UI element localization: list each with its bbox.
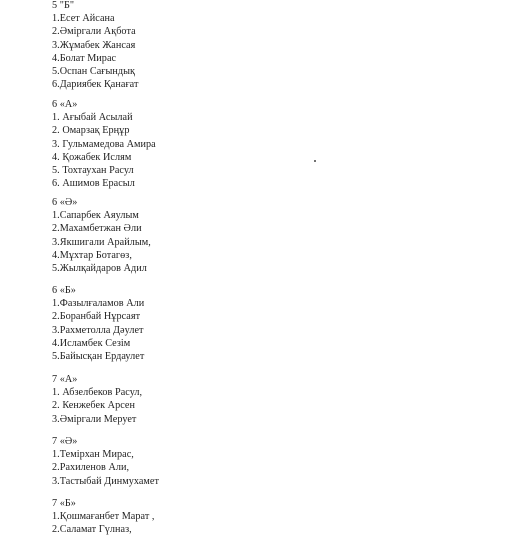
student-list-item: 1.Қошмағанбет Марат , xyxy=(52,511,155,523)
student-list-item: 2. Омарзақ Ерңұр xyxy=(52,125,130,137)
student-list-item: 3.Рахметолла Дәулет xyxy=(52,324,144,336)
student-list-item: 1.Фазылғаламов Али xyxy=(52,298,145,310)
student-list-item: 2. Кенжебек Арсен xyxy=(52,400,135,412)
student-list-item: 4.Мұхтар Ботагөз, xyxy=(52,249,132,261)
student-list-item: 2.Саламат Гүлназ, xyxy=(52,524,132,536)
student-list-item: 5.Байысқан Ердаулет xyxy=(52,351,145,362)
class-heading: 6 «А» xyxy=(52,99,78,110)
student-list-item: 5. Тохтаухан Расул xyxy=(52,165,134,176)
student-list-item: 2.Рахиленов Али, xyxy=(52,462,130,474)
student-list-item: 4. Қожабек Ислям xyxy=(52,151,132,163)
student-list-item: 3.Якшигали Арайлым, xyxy=(52,236,151,248)
scan-speck xyxy=(314,160,316,162)
student-list-item: 2.Махамбетжан Әли xyxy=(52,223,142,235)
student-list-item: 3.Тастыбай Динмухамет xyxy=(52,475,159,487)
class-heading: 7 «Ә» xyxy=(52,436,78,447)
student-list-item: 3. Гульмамедова Амира xyxy=(52,138,156,150)
class-heading: 7 «Б» xyxy=(52,498,76,509)
student-list-item: 2.Боранбай Нұрсаят xyxy=(52,311,141,323)
class-heading: 7 «А» xyxy=(52,374,78,385)
class-heading: 5 "Б" xyxy=(52,0,75,11)
student-list-item: 6.Дариябек Қанағат xyxy=(52,79,139,91)
student-list-item: 4.Исламбек Сезім xyxy=(52,337,131,349)
student-list-item: 1.Темірхан Мирас, xyxy=(52,449,134,461)
student-list-item: 3.Жұмабек Жансая xyxy=(52,39,136,51)
class-heading: 6 «Ә» xyxy=(52,197,78,208)
student-list-item: 1.Есет Айсана xyxy=(52,13,115,25)
student-list-item: 5.Оспан Сағындық xyxy=(52,66,136,77)
student-list-item: 4.Болат Мирас xyxy=(52,52,117,64)
class-heading: 6 «Б» xyxy=(52,285,76,296)
student-list-item: 1. Ағыбай Асылай xyxy=(52,112,133,124)
student-list-item: 1.Сапарбек Аяулым xyxy=(52,210,139,222)
student-list-item: 3.Әміргали Мерует xyxy=(52,413,137,425)
student-list-item: 5.Жылқайдаров Адил xyxy=(52,263,147,274)
student-list-item: 2.Әміргали Ақбота xyxy=(52,26,136,38)
student-list-item: 6. Ашимов Ерасыл xyxy=(52,178,135,190)
student-list-item: 1. Абзелбеков Расул, xyxy=(52,387,143,399)
